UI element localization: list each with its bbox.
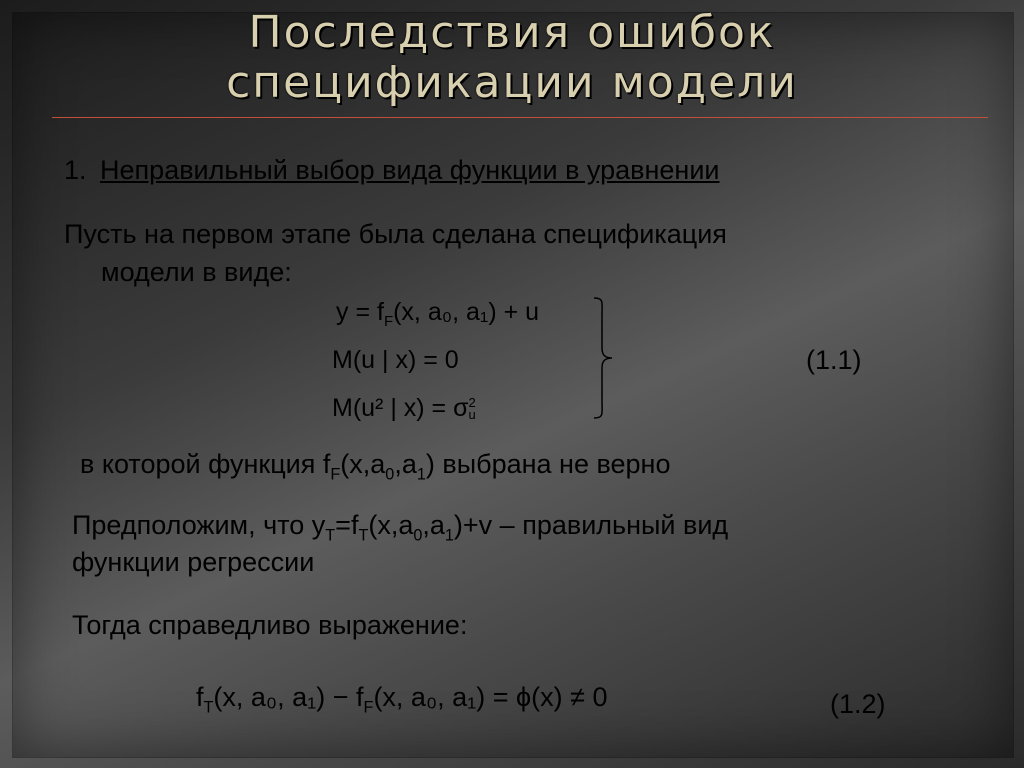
paragraph-2: в которой функция $f_F(x,a_0,a_1)$ выбрана не верно	[80, 449, 671, 484]
paragraph-1-line-1: Пусть на первом этапе была сделана спецификация	[64, 219, 727, 249]
title-line-2: спецификации модели	[226, 57, 798, 108]
equation-1-1-row-3: M(u² | x) = σ 2 u	[332, 394, 476, 423]
paragraph-3-line-1: Предположим, что $y_T=f_T(x,a_0,a_1)+v$ – правильный вид	[72, 510, 729, 545]
paragraph-3-line-2: функции регрессии	[72, 547, 315, 577]
equation-1-1-row-2: M(u | x) = 0	[332, 346, 459, 374]
paragraph-4: Тогда справедливо выражение:	[72, 610, 468, 640]
slide-frame	[12, 12, 1014, 758]
item-heading: Неправильный выбор вида функции в уравнении	[100, 155, 720, 185]
right-brace	[592, 296, 614, 420]
title-line-1: Последствия ошибок	[248, 7, 776, 58]
equation-1-2-label: (1.2)	[830, 689, 886, 719]
equation-1-1-label: (1.1)	[806, 345, 862, 375]
item-number: 1.	[64, 155, 87, 185]
title-divider	[52, 117, 988, 118]
item-heading-row	[64, 154, 720, 186]
slide-title	[0, 8, 1024, 108]
equation-1-1-row-1: $y = f_F(x$, a₀, a₁) + u	[336, 298, 540, 330]
paragraph-1-line-2: модели в виде:	[101, 257, 292, 287]
equation-1-2: $f_T(x$, a₀, $a_1) - f_F(x$, a₀, a₁) = ϕ(x) ≠ 0	[196, 682, 608, 717]
